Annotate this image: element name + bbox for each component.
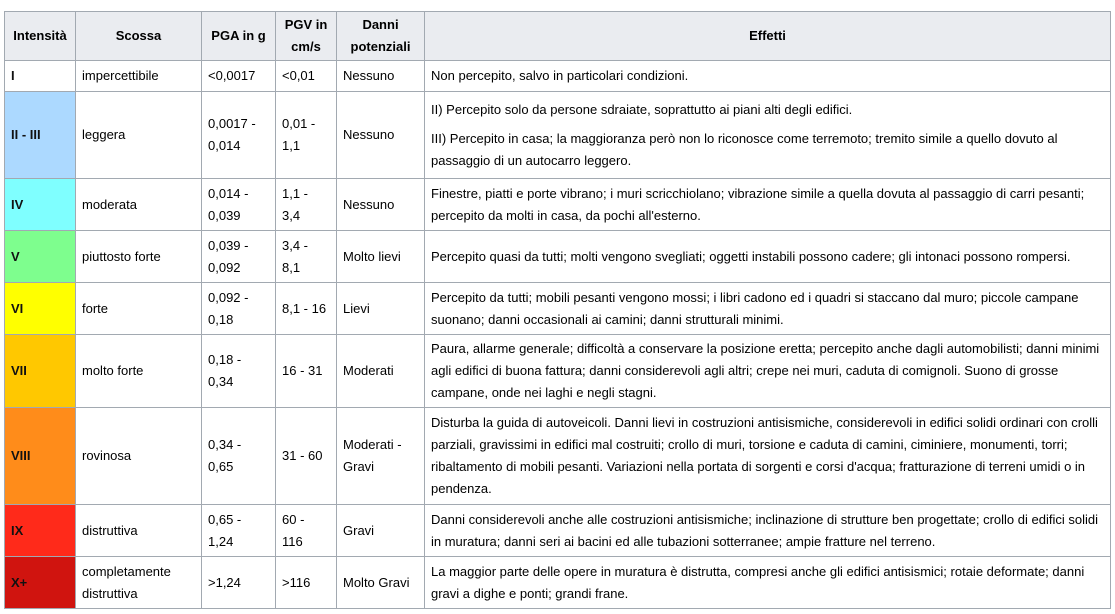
pga-cell — [202, 335, 276, 408]
pgv-cell-line: 31 - 60 — [282, 448, 323, 463]
danni-cell — [337, 505, 425, 557]
pgv-cell-line: 1,1 - — [282, 185, 309, 201]
danni-cell — [337, 557, 425, 609]
pgv-cell — [276, 557, 337, 609]
pga-cell — [202, 61, 276, 92]
pga-cell — [202, 231, 276, 283]
pgv-cell — [276, 505, 337, 557]
effetti-cell-line: Percepito quasi da tutti; molti vengono svegliati; oggetti instabili possono cadere; gli intonaci possono rompersi. — [431, 248, 1071, 264]
pgv-cell-line: 3,4 — [282, 207, 301, 223]
scossa-cell-line: piuttosto forte — [82, 248, 161, 264]
header-pga: PGA in g — [202, 12, 276, 61]
effetti-cell-line: Percepito da tutti; mobili pesanti vengono mossi; i libri cadono ed i quadri si staccano dal muro; piccole campane suonano; danni occasionali ai camini; danni strutturali minimi. — [431, 289, 1079, 327]
intensity-cell: II - III — [5, 92, 76, 179]
pga-cell-line: 0,34 - — [208, 437, 242, 452]
scossa-cell-line: distruttiva — [82, 522, 138, 538]
effetti-cell-line: II) Percepito solo da persone sdraiate, soprattutto ai piani alti degli edifici. — [431, 101, 853, 117]
scossa-cell-line: moderata — [82, 196, 137, 212]
pga-cell-line: 0,014 - — [208, 185, 249, 201]
pgv-cell-line: >116 — [282, 574, 311, 590]
effetti-cell — [425, 61, 1111, 92]
scossa-cell — [76, 92, 202, 179]
header-danni — [337, 12, 425, 61]
pga-cell-line: 0,0017 - — [208, 116, 256, 131]
danni-cell-line: Molto Gravi — [343, 574, 410, 590]
scossa-cell — [76, 335, 202, 408]
effetti-cell-line: Paura, allarme generale; difficoltà a conservare la posizione eretta; percepito anche dagli automobilisti; danni minimi agli edifici di buona fattura; danni considerevoli agli altri; crepe nei muri, caduta di comignoli. Suono di grosse campane, onde nei laghi e negli stagni. — [431, 341, 1100, 400]
pgv-cell-line: <0,01 — [282, 68, 315, 83]
table-row — [5, 505, 1111, 557]
scossa-cell-line: forte — [82, 300, 109, 316]
pgv-cell — [276, 335, 337, 408]
pga-cell-line: 0,18 — [208, 311, 234, 327]
pgv-cell-line: 16 - 31 — [282, 363, 323, 378]
pga-cell-line: 0,18 - — [208, 352, 242, 367]
pga-cell — [202, 283, 276, 335]
intensity-cell: X+ — [5, 557, 76, 609]
pga-cell-line: 0,014 — [208, 138, 241, 153]
scossa-cell-line: molto forte — [82, 363, 144, 378]
scossa-cell-line: completamente — [82, 563, 171, 579]
pgv-cell-line: 3,4 - — [282, 237, 309, 253]
effetti-cell — [425, 179, 1111, 231]
effetti-cell — [425, 557, 1111, 609]
danni-cell — [337, 408, 425, 505]
pga-cell-line: 0,092 - — [208, 289, 249, 305]
intensity-cell: IX — [5, 505, 76, 557]
effetti-cell-line: La maggior parte delle opere in muratura è distrutta, compresi anche gli edifici antisismici; rotaie deformate; danni gravi a dighe e ponti; grandi frane. — [431, 563, 1085, 601]
danni-cell-line: Molto lievi — [343, 248, 401, 264]
effetti-cell — [425, 335, 1111, 408]
danni-cell-line: Nessuno — [343, 196, 395, 212]
pga-cell — [202, 557, 276, 609]
pga-cell-line: 0,039 — [208, 207, 241, 223]
pgv-cell-line: 1,1 — [282, 138, 301, 153]
intensity-cell: V — [5, 231, 76, 283]
scossa-cell-line: distruttiva — [82, 585, 138, 601]
danni-cell — [337, 335, 425, 408]
pga-cell — [202, 179, 276, 231]
effetti-cell — [425, 505, 1111, 557]
scossa-cell — [76, 61, 202, 92]
danni-cell-line: Gravi — [343, 522, 375, 538]
danni-cell-line: Nessuno — [343, 68, 395, 83]
pga-cell-line: 0,34 — [208, 374, 234, 389]
table-row — [5, 408, 1111, 505]
pga-cell — [202, 505, 276, 557]
effetti-cell-line: Non percepito, salvo in particolari condizioni. — [431, 68, 689, 83]
pga-cell-line: 0,039 - — [208, 237, 249, 253]
scossa-cell-line: rovinosa — [82, 448, 132, 463]
pga-cell-line: 0,65 - — [208, 511, 242, 527]
header-danni-line2: potenziali — [350, 39, 411, 54]
pga-cell-line: 0,092 — [208, 259, 241, 275]
pgv-cell-line: 116 — [282, 533, 303, 549]
pga-cell-line: 0,65 — [208, 459, 234, 474]
danni-cell — [337, 231, 425, 283]
pgv-cell-line: 8,1 - 16 — [282, 300, 327, 316]
pga-cell-line: <0,0017 — [208, 68, 256, 83]
table-row — [5, 335, 1111, 408]
scossa-cell — [76, 283, 202, 335]
table-body — [5, 61, 1111, 609]
pgv-cell-line: 8,1 — [282, 259, 301, 275]
effetti-cell-line: Danni considerevoli anche alle costruzioni antisismiche; inclinazione di strutture ben progettate; crollo di edifici solidi in muratura; danni seri ai bacini ed alle tubazioni sotterranee; ampie fratture nel terreno. — [431, 511, 1098, 549]
pga-cell-line: >1,24 — [208, 574, 241, 590]
scossa-cell-line: impercettibile — [82, 68, 159, 83]
intensity-cell: VI — [5, 283, 76, 335]
pga-cell — [202, 408, 276, 505]
header-pgv-line1: PGV in — [284, 17, 328, 32]
intensity-cell: IV — [5, 179, 76, 231]
pgv-cell — [276, 231, 337, 283]
pgv-cell-line: 60 - — [282, 511, 305, 527]
effetti-cell — [425, 408, 1111, 505]
effetti-cell — [425, 92, 1111, 179]
danni-cell — [337, 283, 425, 335]
header-pgv-line2: cm/s — [291, 39, 321, 54]
pga-cell — [202, 92, 276, 179]
scossa-cell — [76, 557, 202, 609]
scossa-cell — [76, 231, 202, 283]
table-row — [5, 557, 1111, 609]
danni-cell-line: Nessuno — [343, 127, 395, 142]
pgv-cell — [276, 179, 337, 231]
table-row — [5, 231, 1111, 283]
table-row — [5, 61, 1111, 92]
header-scossa: Scossa — [76, 12, 202, 61]
scossa-cell — [76, 505, 202, 557]
danni-cell-line: Moderati — [343, 363, 394, 378]
header-effetti: Effetti — [425, 12, 1111, 61]
danni-cell-line: Moderati - — [343, 437, 402, 452]
pgv-cell — [276, 283, 337, 335]
table-row — [5, 92, 1111, 179]
intensity-cell: I — [5, 61, 76, 92]
scossa-cell-line: leggera — [82, 127, 126, 142]
danni-cell-line: Gravi — [343, 459, 375, 474]
mercalli-scale-table — [4, 11, 1111, 609]
header-row — [5, 12, 1111, 61]
scossa-cell — [76, 408, 202, 505]
effetti-cell — [425, 231, 1111, 283]
danni-cell — [337, 61, 425, 92]
pgv-cell-line: 0,01 - — [282, 116, 316, 131]
table-row — [5, 179, 1111, 231]
pga-cell-line: 1,24 — [208, 533, 234, 549]
danni-cell — [337, 92, 425, 179]
effetti-cell — [425, 283, 1111, 335]
effetti-cell-line: Disturba la guida di autoveicoli. Danni lievi in costruzioni antisismiche, considerevoli in edifici solidi ordinari con crolli parziali, gravissimi in edifici mal costruiti; crollo di muri, torsione e caduta di camini, ciminiere, monumenti, torri; ribaltamento di mobili pesanti. Variazioni nella portata di sorgenti e corsi d'acqua; fratturazione di terreni umidi o in pendenza. — [431, 415, 1098, 496]
header-danni-line1: Danni — [362, 17, 399, 32]
effetti-cell-line: Finestre, piatti e porte vibrano; i muri scricchiolano; vibrazione simile a quella dovuta al passaggio di carri pesanti; percepito da molti in casa, da pochi all'esterno. — [431, 185, 1085, 223]
pgv-cell — [276, 92, 337, 179]
header-pgv — [276, 12, 337, 61]
danni-cell-line: Lievi — [343, 300, 370, 316]
pgv-cell — [276, 408, 337, 505]
danni-cell — [337, 179, 425, 231]
table-row — [5, 283, 1111, 335]
intensity-cell: VIII — [5, 408, 76, 505]
scossa-cell — [76, 179, 202, 231]
pgv-cell — [276, 61, 337, 92]
effetti-cell-line: III) Percepito in casa; la maggioranza però non lo riconosce come terremoto; tremito simile a quello dovuto al passaggio di un autocarro leggero. — [431, 130, 1058, 168]
intensity-cell: VII — [5, 335, 76, 408]
header-intensita: Intensità — [5, 12, 76, 61]
